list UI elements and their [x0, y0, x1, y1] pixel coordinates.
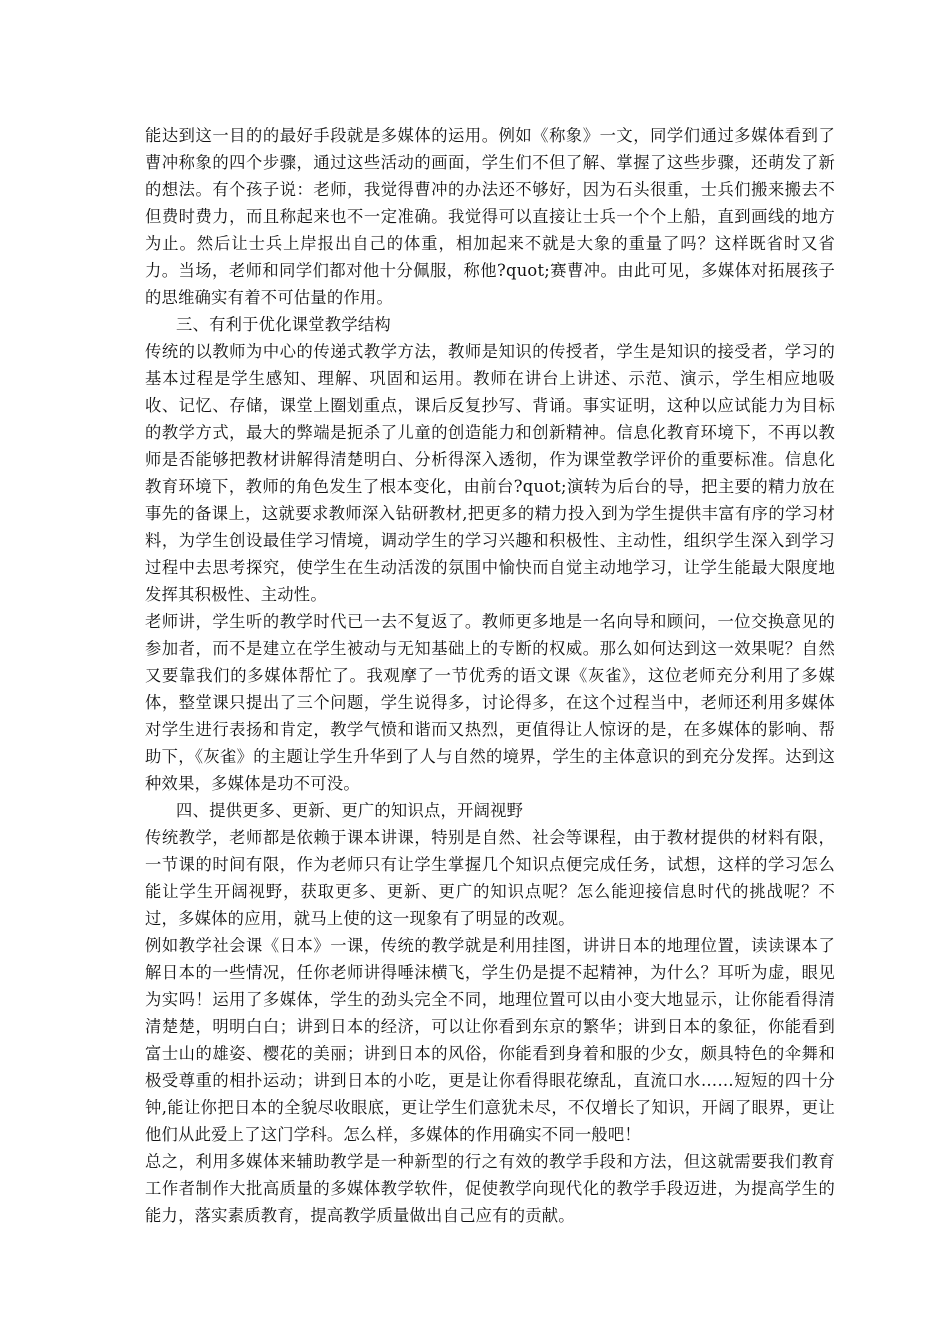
body-paragraph-1: 能达到这一目的的最好手段就是多媒体的运用。例如《称象》一文，同学们通过多媒体看到了曹冲称象的四个步骤，通过这些活动的画面，学生们不但了解、掌握了这些步骤，还萌发了新的想法。有个孩子说：老师，我觉得曹冲的办法还不够好，因为石头很重，士兵们搬来搬去不但费时费力，而且称起来也不一定准确。我觉得可以直接让士兵一个个上船，直到画线的地方为止。然后让士兵上岸报出自己的体重，相加起来不就是大象的重量了吗？这样既省时又省力。当场，老师和同学们都对他十分佩服，称他?quot;赛曹冲。由此可见，多媒体对拓展孩子的思维确实有着不可估量的作用。: [145, 126, 835, 307]
body-paragraph-2: 传统的以教师为中心的传递式教学方法，教师是知识的传授者，学生是知识的接受者，学习的基本过程是学生感知、理解、巩固和运用。教师在讲台上讲述、示范、演示，学生相应地吸收、记忆、存储，课堂上圈划重点，课后反复抄写、背诵。事实证明，这种以应试能力为目标的教学方式，最大的弊端是扼杀了儿童的创造能力和创新精神。信息化教育环境下，不再以教师是否能够把教材讲解得清楚明白、分析得深入透彻，作为课堂教学评价的重要标准。信息化教育环境下，教师的角色发生了根本变化，由前台?quot;演转为后台的导，把主要的精力放在事先的备课上，这就要求教师深入钻研教材,把更多的精力投入到为学生提供丰富有序的学习材料，为学生创设最佳学习情境，调动学生的学习兴趣和积极性、主动性，组织学生深入到学习过程中去思考探究，使学生在生动活泼的氛围中愉快而自觉主动地学习，让学生能最大限度地发挥其积极性、主动性。: [145, 342, 835, 604]
section-heading-4: 四、提供更多、更新、更广的知识点，开阔视野: [176, 801, 524, 820]
body-paragraph-3: 老师讲，学生听的教学时代已一去不复返了。教师更多地是一名向导和顾问，一位交换意见的参加者，而不是建立在学生被动与无知基础上的专断的权威。那么如何达到这一效果呢？自然又要靠我们的多媒体帮忙了。我观摩了一节优秀的语文课《灰雀》，这位老师充分利用了多媒体，整堂课只提出了三个问题，学生说得多，讨论得多，在这个过程当中，老师还利用多媒体对学生进行表扬和肯定，教学气愤和谐而又热烈，更值得让人惊讶的是，在多媒体的影响、帮助下，《灰雀》的主题让学生升华到了人与自然的境界，学生的主体意识的到充分发挥。达到这种效果，多媒体是功不可没。: [145, 612, 835, 793]
body-paragraph-4: 传统教学，老师都是依赖于课本讲课，特别是自然、社会等课程，由于教材提供的材料有限，一节课的时间有限，作为老师只有让学生掌握几个知识点便完成任务，试想，这样的学习怎么能让学生开阔视野，获取更多、更新、更广的知识点呢？怎么能迎接信息时代的挑战呢？不过，多媒体的应用，就马上使的这一现象有了明显的改观。: [145, 828, 835, 928]
section-heading-3: 三、有利于优化课堂教学结构: [176, 315, 391, 334]
body-paragraph-6: 总之，利用多媒体来辅助教学是一种新型的行之有效的教学手段和方法，但这就需要我们教育工作者制作大批高质量的多媒体教学软件，促使教学向现代化的教学手段迈进，为提高学生的能力，落实素质教育，提高教学质量做出自己应有的贡献。: [145, 1152, 835, 1225]
document-page: [145, 122, 835, 1229]
body-paragraph-5: 例如教学社会课《日本》一课，传统的教学就是利用挂图，讲讲日本的地理位置，读读课本了解日本的一些情况，任你老师讲得唾沫横飞，学生仍是提不起精神，为什么？耳听为虚，眼见为实吗！运用了多媒体，学生的劲头完全不同，地理位置可以由小变大地显示，让你能看得清清楚楚，明明白白；讲到日本的经济，可以让你看到东京的繁华；讲到日本的象征，你能看到富士山的雄姿、樱花的美丽；讲到日本的风俗，你能看到身着和服的少女，颇具特色的伞舞和极受尊重的相扑运动；讲到日本的小吃，更是让你看得眼花缭乱，直流口水……短短的四十分钟,能让你把日本的全貌尽收眼底，更让学生们意犹未尽，不仅增长了知识，开阔了眼界，更让他们从此爱上了这门学科。怎么样，多媒体的作用确实不同一般吧！: [145, 936, 835, 1144]
